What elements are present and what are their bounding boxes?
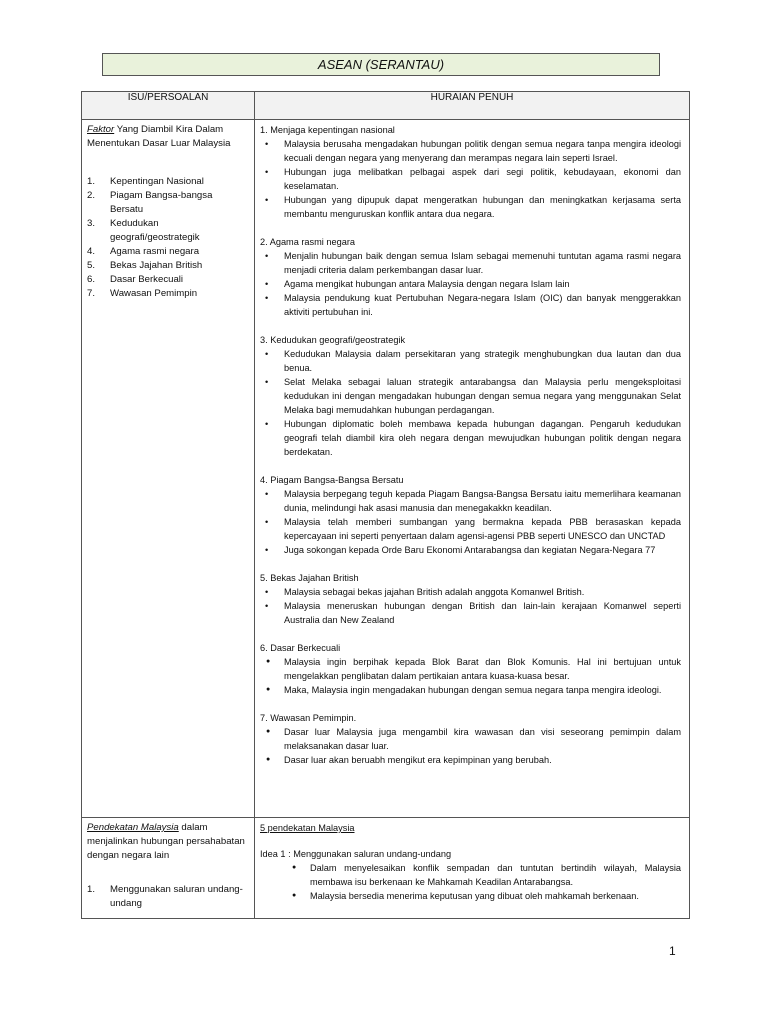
list-item-text: Dasar Berkecuali [110, 274, 184, 285]
factors-lead-italic: Faktor [87, 124, 115, 135]
section-heading: 3. Kedudukan geografi/geostrategik [260, 335, 406, 345]
section-heading: 4. Piagam Bangsa-Bangsa Bersatu [260, 475, 404, 485]
bullet-item: ● Dalam menyelesaikan konflik sempadan dan tuntutan bertindih wilayah, Malaysia membawa isu berkenaan ke Mahkamah Keadilan Antarabangsa. [260, 861, 681, 889]
factors-lead [87, 123, 248, 151]
list-item [87, 259, 248, 273]
list-item [87, 189, 248, 217]
section-heading: 1. Menjaga kepentingan nasional [260, 125, 395, 135]
list-item-text: Piagam Bangsa-bangsa Bersatu [110, 190, 213, 215]
bullet-item: • Malaysia telah memberi sumbangan yang bermakna kepada PBB berasaskan kepada kepercayaan ini seperti penyertaan dalam agensi-agensi PBB seperti UNESCO dan UNCTAD [260, 515, 681, 543]
list-item-number: 7. [87, 288, 96, 299]
bullet-item: • Malaysia berusaha mengadakan hubungan politik dengan semua negara tanpa mengira ideologi kecuali dengan negara yang menyerang dan merampas negara lain seperti Israel. [260, 137, 681, 165]
list-item-text: Kedudukan geografi/geostrategik [110, 218, 200, 243]
bullet-item: ● Dasar luar Malaysia juga mengambil kira wawasan dan visi seseorang pemimpin dalam melaksanakan dasar luar. [260, 725, 681, 753]
list-item-text: Bekas Jajahan British [110, 260, 203, 271]
list-item-number: 1. [87, 884, 96, 895]
list-item-number: 3. [87, 218, 96, 229]
list-item [87, 287, 248, 301]
list-item-number: 4. [87, 246, 96, 257]
table-row [82, 120, 690, 818]
approach-heading: 5 pendekatan Malaysia [260, 823, 355, 833]
factors-cell [82, 120, 255, 818]
factors-lead-rest: Yang Diambil Kira Dalam Menentukan Dasar Luar Malaysia [87, 124, 231, 149]
table-header-row [82, 92, 690, 120]
bullet-item: • Agama mengikat hubungan antara Malaysia dengan negara Islam lain [260, 277, 681, 291]
bullet-item: ● Malaysia bersedia menerima keputusan yang dibuat oleh mahkamah berkenaan. [260, 889, 681, 903]
list-item-text: Agama rasmi negara [110, 246, 200, 257]
list-item-number: 2. [87, 190, 96, 201]
bullet-item: ● Maka, Malaysia ingin mengadakan hubungan dengan semua negara tanpa mengira ideologi. [260, 683, 681, 697]
approach-lead-italic: Pendekatan Malaysia [87, 822, 179, 833]
content-table [81, 91, 690, 919]
approach-list [87, 883, 248, 911]
bullet-item: • Juga sokongan kepada Orde Baru Ekonomi Antarabangsa dan kegiatan Negara-Negara 77 [260, 543, 681, 557]
list-item [87, 175, 248, 189]
bullet-item: • Hubungan yang dipupuk dapat mengeratkan hubungan dan meningkatkan kerjasama serta membantu menguruskan konflik antara dua negara. [260, 193, 681, 221]
section-heading: 5. Bekas Jajahan British [260, 573, 359, 583]
list-item-number: 1. [87, 176, 96, 187]
section-bullet-list [260, 487, 681, 557]
bullet-item: • Menjalin hubungan baik dengan semua Islam sebagai memenuhi tuntutan agama rasmi negara menjadi criteria dalam perkembangan dasar luar. [260, 249, 681, 277]
bullet-item: • Kedudukan Malaysia dalam persekitaran yang strategik menghubungkan dua lautan dan dua benua. [260, 347, 681, 375]
section-bullet-list [260, 137, 681, 221]
list-item [87, 245, 248, 259]
list-item-text: Menggunakan saluran undang-undang [110, 884, 243, 909]
section-heading: 2. Agama rasmi negara [260, 237, 355, 247]
section-bullet-list [260, 347, 681, 459]
list-item-number: 6. [87, 274, 96, 285]
document-title-text: ASEAN (SERANTAU) [317, 57, 445, 72]
idea-bullet-list [260, 861, 681, 903]
list-item [87, 273, 248, 287]
list-item-number: 5. [87, 260, 96, 271]
bullet-item: • Malaysia pendukung kuat Pertubuhan Negara-negara Islam (OIC) dan banyak menggerakkan aktiviti pertubuhan ini. [260, 291, 681, 319]
section-bullet-list [260, 655, 681, 697]
section-bullet-list [260, 725, 681, 767]
table-row [82, 818, 690, 919]
list-item-text: Kepentingan Nasional [110, 176, 204, 187]
approach-cell [82, 818, 255, 919]
page-number: 1 [669, 944, 676, 958]
approach-lead-rest: dalam menjalinkan hubungan persahabatan dengan negara lain [87, 822, 245, 861]
document-title [102, 53, 660, 76]
factors-list [87, 175, 248, 301]
bullet-item: ● Malaysia ingin berpihak kepada Blok Barat dan Blok Komunis. Hal ini bertujuan untuk mengelakkan penglibatan dalam pertikaian antara kuasa-kuasa besar. [260, 655, 681, 683]
approach-lead [87, 821, 248, 863]
bullet-item: • Hubungan diplomatic boleh membawa kepada hubungan dagangan. Pengaruh kedudukan geografi telah diambil kira oleh negara dengan mewujudkan hubungan politik dengan negara berdekatan. [260, 417, 681, 459]
section-bullet-list [260, 585, 681, 627]
header-huraian-penuh: HURAIAN PENUH [255, 92, 690, 120]
bullet-item: • Selat Melaka sebagai laluan strategik antarabangsa dan Malaysia perlu mengeksploitasi kedudukan ini dengan mengadakan hubungan dengan semua negara yang menggunakan Selat Melaka bagi memudahkan hubungan perdagangan. [260, 375, 681, 417]
list-item [87, 883, 248, 911]
section-heading: 7. Wawasan Pemimpin. [260, 713, 357, 723]
list-item-text: Wawasan Pemimpin [110, 288, 198, 299]
bullet-item: ● Dasar luar akan beruabh mengikut era kepimpinan yang berubah. [260, 753, 681, 767]
section-bullet-list [260, 249, 681, 319]
section-heading: 6. Dasar Berkecuali [260, 643, 341, 653]
bullet-item: • Malaysia meneruskan hubungan dengan British dan lain-lain kerajaan Komanwel seperti Australia dan New Zealand [260, 599, 681, 627]
list-item [87, 217, 248, 245]
bullet-item: • Malaysia sebagai bekas jajahan British adalah anggota Komanwel British. [260, 585, 681, 599]
header-isu-persoalan: ISU/PERSOALAN [82, 92, 255, 120]
bullet-item: • Malaysia berpegang teguh kepada Piagam Bangsa-Bangsa Bersatu iaitu memerlihara keamanan dunia, melindungi hak asasi manusia dan menegakakkn keadilan. [260, 487, 681, 515]
bullet-item: • Hubungan juga melibatkan pelbagai aspek dari segi politik, kebudayaan, ekonomi dan keselamatan. [260, 165, 681, 193]
approach-explanation-cell [255, 818, 690, 919]
idea-heading: Idea 1 : Menggunakan saluran undang-undang [260, 849, 452, 859]
explanation-cell [255, 120, 690, 818]
